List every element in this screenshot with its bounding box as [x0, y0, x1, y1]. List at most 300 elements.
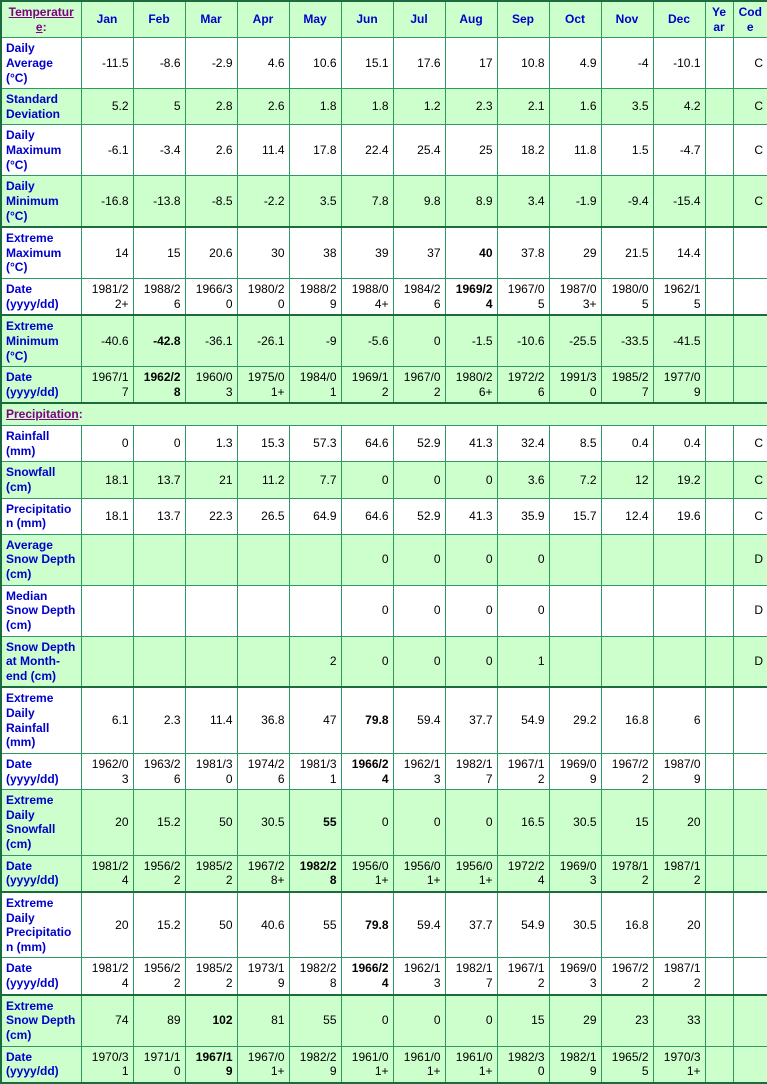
cell-daily-average-dec: -10.1 [653, 38, 705, 89]
table-row-standard-deviation [1, 89, 767, 125]
cell-daily-minimum-mar: -8.5 [185, 176, 237, 227]
table-row-daily-minimum [1, 176, 767, 227]
cell-extreme-minimum-mar: -36.1 [185, 315, 237, 366]
cell-median-snow-depth-sep: 0 [497, 585, 549, 636]
cell-extreme-minimum-year [705, 315, 733, 366]
cell-standard-deviation-apr: 2.6 [237, 89, 289, 125]
cell-daily-maximum-sep: 18.2 [497, 125, 549, 176]
cell-extreme-daily-rainfall-may: 47 [289, 687, 341, 753]
cell-extreme-daily-precipitation-oct: 30.5 [549, 892, 601, 958]
cell-extreme-snow-depth-feb: 89 [133, 995, 185, 1046]
column-header-year: Year [705, 1, 733, 38]
cell-date-extreme-maximum-jul: 1984/26 [393, 279, 445, 316]
cell-extreme-daily-snowfall-apr: 30.5 [237, 790, 289, 856]
row-label-extreme-daily-rainfall: Extreme Daily Rainfall (mm) [1, 687, 81, 753]
cell-extreme-daily-precipitation-aug: 37.7 [445, 892, 497, 958]
cell-date-extreme-snow-depth-jun: 1961/01+ [341, 1046, 393, 1083]
cell-extreme-minimum-jan: -40.6 [81, 315, 133, 366]
cell-extreme-minimum-oct: -25.5 [549, 315, 601, 366]
cell-precipitation-sep: 35.9 [497, 498, 549, 534]
cell-daily-minimum-apr: -2.2 [237, 176, 289, 227]
cell-extreme-daily-rainfall-code [733, 687, 767, 753]
column-header-code: Code [733, 1, 767, 38]
row-label-date-extreme-daily-snowfall: Date (yyyy/dd) [1, 855, 81, 892]
cell-extreme-maximum-oct: 29 [549, 227, 601, 278]
table-row-extreme-daily-rainfall [1, 687, 767, 753]
cell-standard-deviation-oct: 1.6 [549, 89, 601, 125]
cell-extreme-daily-snowfall-may: 55 [289, 790, 341, 856]
cell-snowfall-oct: 7.2 [549, 462, 601, 498]
cell-date-extreme-daily-rainfall-nov: 1967/22 [601, 753, 653, 789]
cell-date-extreme-daily-rainfall-apr: 1974/26 [237, 753, 289, 789]
cell-date-extreme-maximum-oct: 1987/03+ [549, 279, 601, 316]
cell-date-extreme-daily-snowfall-year [705, 855, 733, 892]
cell-snow-depth-month-end-code: D [733, 636, 767, 687]
cell-date-extreme-daily-snowfall-aug: 1956/01+ [445, 855, 497, 892]
row-label-date-extreme-minimum: Date (yyyy/dd) [1, 367, 81, 404]
cell-extreme-snow-depth-jul: 0 [393, 995, 445, 1046]
cell-daily-minimum-jan: -16.8 [81, 176, 133, 227]
table-row-snow-depth-month-end [1, 636, 767, 687]
cell-rainfall-jun: 64.6 [341, 426, 393, 462]
cell-average-snow-depth-oct [549, 534, 601, 585]
cell-date-extreme-daily-rainfall-oct: 1969/09 [549, 753, 601, 789]
cell-snow-depth-month-end-may: 2 [289, 636, 341, 687]
cell-average-snow-depth-mar [185, 534, 237, 585]
cell-extreme-daily-rainfall-oct: 29.2 [549, 687, 601, 753]
cell-daily-average-nov: -4 [601, 38, 653, 89]
cell-snowfall-may: 7.7 [289, 462, 341, 498]
cell-precipitation-jun: 64.6 [341, 498, 393, 534]
cell-median-snow-depth-apr [237, 585, 289, 636]
cell-snow-depth-month-end-jun: 0 [341, 636, 393, 687]
row-label-date-extreme-snow-depth: Date (yyyy/dd) [1, 1046, 81, 1083]
cell-extreme-minimum-aug: -1.5 [445, 315, 497, 366]
cell-rainfall-year [705, 426, 733, 462]
cell-rainfall-jul: 52.9 [393, 426, 445, 462]
cell-extreme-daily-snowfall-jan: 20 [81, 790, 133, 856]
header-row [1, 1, 767, 38]
cell-extreme-snow-depth-apr: 81 [237, 995, 289, 1046]
cell-snowfall-sep: 3.6 [497, 462, 549, 498]
cell-extreme-maximum-code [733, 227, 767, 278]
cell-date-extreme-snow-depth-year [705, 1046, 733, 1083]
cell-daily-average-aug: 17 [445, 38, 497, 89]
cell-snow-depth-month-end-mar [185, 636, 237, 687]
cell-daily-maximum-oct: 11.8 [549, 125, 601, 176]
row-label-rainfall: Rainfall (mm) [1, 426, 81, 462]
cell-date-extreme-daily-rainfall-jun: 1966/24 [341, 753, 393, 789]
cell-extreme-minimum-apr: -26.1 [237, 315, 289, 366]
cell-extreme-daily-rainfall-mar: 11.4 [185, 687, 237, 753]
cell-extreme-daily-snowfall-mar: 50 [185, 790, 237, 856]
cell-precipitation-oct: 15.7 [549, 498, 601, 534]
cell-extreme-maximum-mar: 20.6 [185, 227, 237, 278]
cell-date-extreme-minimum-dec: 1977/09 [653, 367, 705, 404]
cell-precipitation-nov: 12.4 [601, 498, 653, 534]
cell-date-extreme-daily-rainfall-mar: 1981/30 [185, 753, 237, 789]
cell-precipitation-feb: 13.7 [133, 498, 185, 534]
cell-extreme-daily-precipitation-mar: 50 [185, 892, 237, 958]
cell-snowfall-jun: 0 [341, 462, 393, 498]
cell-date-extreme-minimum-nov: 1985/27 [601, 367, 653, 404]
cell-date-extreme-daily-precipitation-jan: 1981/24 [81, 958, 133, 995]
cell-extreme-minimum-nov: -33.5 [601, 315, 653, 366]
row-label-standard-deviation: Standard Deviation [1, 89, 81, 125]
row-label-average-snow-depth: Average Snow Depth (cm) [1, 534, 81, 585]
cell-date-extreme-snow-depth-feb: 1971/10 [133, 1046, 185, 1083]
cell-extreme-maximum-dec: 14.4 [653, 227, 705, 278]
cell-daily-maximum-year [705, 125, 733, 176]
cell-extreme-daily-rainfall-aug: 37.7 [445, 687, 497, 753]
cell-average-snow-depth-feb [133, 534, 185, 585]
cell-snowfall-year [705, 462, 733, 498]
table-row-extreme-maximum [1, 227, 767, 278]
table-row-date-extreme-maximum [1, 279, 767, 316]
cell-average-snow-depth-sep: 0 [497, 534, 549, 585]
column-header-sep: Sep [497, 1, 549, 38]
cell-daily-minimum-may: 3.5 [289, 176, 341, 227]
column-header-aug: Aug [445, 1, 497, 38]
cell-median-snow-depth-aug: 0 [445, 585, 497, 636]
cell-daily-minimum-nov: -9.4 [601, 176, 653, 227]
column-header-apr: Apr [237, 1, 289, 38]
cell-date-extreme-daily-rainfall-jan: 1962/03 [81, 753, 133, 789]
cell-date-extreme-snow-depth-aug: 1961/01+ [445, 1046, 497, 1083]
cell-date-extreme-daily-rainfall-year [705, 753, 733, 789]
cell-date-extreme-daily-snowfall-jan: 1981/24 [81, 855, 133, 892]
cell-average-snow-depth-may [289, 534, 341, 585]
temperature-section-header-cell [1, 1, 81, 38]
cell-date-extreme-daily-snowfall-jun: 1956/01+ [341, 855, 393, 892]
cell-snow-depth-month-end-dec [653, 636, 705, 687]
column-header-jan: Jan [81, 1, 133, 38]
cell-extreme-daily-precipitation-apr: 40.6 [237, 892, 289, 958]
cell-date-extreme-daily-precipitation-sep: 1967/12 [497, 958, 549, 995]
cell-date-extreme-daily-rainfall-feb: 1963/26 [133, 753, 185, 789]
cell-date-extreme-maximum-may: 1988/29 [289, 279, 341, 316]
row-label-extreme-daily-precipitation: Extreme Daily Precipitation (mm) [1, 892, 81, 958]
cell-precipitation-year [705, 498, 733, 534]
cell-extreme-snow-depth-sep: 15 [497, 995, 549, 1046]
cell-daily-minimum-dec: -15.4 [653, 176, 705, 227]
cell-date-extreme-daily-snowfall-apr: 1967/28+ [237, 855, 289, 892]
cell-median-snow-depth-dec [653, 585, 705, 636]
cell-extreme-snow-depth-dec: 33 [653, 995, 705, 1046]
cell-daily-maximum-dec: -4.7 [653, 125, 705, 176]
cell-standard-deviation-dec: 4.2 [653, 89, 705, 125]
cell-extreme-snow-depth-oct: 29 [549, 995, 601, 1046]
cell-rainfall-mar: 1.3 [185, 426, 237, 462]
cell-snowfall-nov: 12 [601, 462, 653, 498]
cell-standard-deviation-code: C [733, 89, 767, 125]
cell-daily-maximum-feb: -3.4 [133, 125, 185, 176]
cell-date-extreme-daily-precipitation-mar: 1985/22 [185, 958, 237, 995]
cell-date-extreme-maximum-sep: 1967/05 [497, 279, 549, 316]
cell-extreme-daily-rainfall-sep: 54.9 [497, 687, 549, 753]
cell-extreme-maximum-may: 38 [289, 227, 341, 278]
cell-snow-depth-month-end-year [705, 636, 733, 687]
cell-standard-deviation-mar: 2.8 [185, 89, 237, 125]
cell-date-extreme-daily-rainfall-jul: 1962/13 [393, 753, 445, 789]
precipitation-section-label: Precipitation [6, 407, 79, 422]
cell-date-extreme-minimum-jan: 1967/17 [81, 367, 133, 404]
table-row-rainfall [1, 426, 767, 462]
cell-precipitation-mar: 22.3 [185, 498, 237, 534]
cell-date-extreme-daily-precipitation-nov: 1967/22 [601, 958, 653, 995]
cell-snowfall-jul: 0 [393, 462, 445, 498]
table-row-extreme-daily-snowfall [1, 790, 767, 856]
cell-daily-maximum-jan: -6.1 [81, 125, 133, 176]
cell-median-snow-depth-code: D [733, 585, 767, 636]
row-label-daily-average: Daily Average (°C) [1, 38, 81, 89]
cell-extreme-daily-precipitation-jan: 20 [81, 892, 133, 958]
cell-daily-average-jan: -11.5 [81, 38, 133, 89]
cell-date-extreme-snow-depth-code [733, 1046, 767, 1083]
table-row-precipitation [1, 498, 767, 534]
temperature-section-link[interactable]: Temperature: [8, 5, 74, 34]
column-header-nov: Nov [601, 1, 653, 38]
cell-precipitation-jan: 18.1 [81, 498, 133, 534]
cell-date-extreme-minimum-code [733, 367, 767, 404]
cell-date-extreme-minimum-mar: 1960/03 [185, 367, 237, 404]
cell-date-extreme-daily-precipitation-dec: 1987/12 [653, 958, 705, 995]
column-header-oct: Oct [549, 1, 601, 38]
cell-daily-maximum-nov: 1.5 [601, 125, 653, 176]
cell-extreme-daily-precipitation-feb: 15.2 [133, 892, 185, 958]
cell-standard-deviation-sep: 2.1 [497, 89, 549, 125]
cell-date-extreme-maximum-year [705, 279, 733, 316]
cell-daily-minimum-oct: -1.9 [549, 176, 601, 227]
cell-extreme-daily-snowfall-code [733, 790, 767, 856]
cell-standard-deviation-jan: 5.2 [81, 89, 133, 125]
column-header-jul: Jul [393, 1, 445, 38]
cell-rainfall-may: 57.3 [289, 426, 341, 462]
cell-date-extreme-snow-depth-may: 1982/29 [289, 1046, 341, 1083]
cell-date-extreme-daily-precipitation-apr: 1973/19 [237, 958, 289, 995]
table-row-extreme-snow-depth [1, 995, 767, 1046]
cell-extreme-daily-snowfall-oct: 30.5 [549, 790, 601, 856]
cell-date-extreme-daily-precipitation-aug: 1982/17 [445, 958, 497, 995]
cell-precipitation-jul: 52.9 [393, 498, 445, 534]
cell-extreme-maximum-feb: 15 [133, 227, 185, 278]
cell-extreme-daily-rainfall-jan: 6.1 [81, 687, 133, 753]
cell-extreme-snow-depth-jan: 74 [81, 995, 133, 1046]
cell-median-snow-depth-nov [601, 585, 653, 636]
cell-date-extreme-snow-depth-nov: 1965/25 [601, 1046, 653, 1083]
table-row-date-extreme-daily-rainfall [1, 753, 767, 789]
cell-date-extreme-daily-snowfall-code [733, 855, 767, 892]
cell-date-extreme-maximum-dec: 1962/15 [653, 279, 705, 316]
column-header-dec: Dec [653, 1, 705, 38]
cell-date-extreme-maximum-mar: 1966/30 [185, 279, 237, 316]
cell-extreme-snow-depth-may: 55 [289, 995, 341, 1046]
cell-date-extreme-maximum-aug: 1969/24 [445, 279, 497, 316]
cell-extreme-daily-rainfall-dec: 6 [653, 687, 705, 753]
cell-average-snow-depth-jan [81, 534, 133, 585]
cell-rainfall-dec: 0.4 [653, 426, 705, 462]
cell-daily-average-apr: 4.6 [237, 38, 289, 89]
cell-extreme-snow-depth-aug: 0 [445, 995, 497, 1046]
cell-date-extreme-daily-snowfall-oct: 1969/03 [549, 855, 601, 892]
cell-extreme-maximum-nov: 21.5 [601, 227, 653, 278]
cell-extreme-minimum-may: -9 [289, 315, 341, 366]
column-header-mar: Mar [185, 1, 237, 38]
cell-date-extreme-daily-precipitation-feb: 1956/22 [133, 958, 185, 995]
cell-snowfall-dec: 19.2 [653, 462, 705, 498]
cell-date-extreme-maximum-nov: 1980/05 [601, 279, 653, 316]
cell-daily-minimum-code: C [733, 176, 767, 227]
cell-date-extreme-snow-depth-jul: 1961/01+ [393, 1046, 445, 1083]
table-row-date-extreme-minimum [1, 367, 767, 404]
cell-extreme-minimum-sep: -10.6 [497, 315, 549, 366]
table-row-date-extreme-daily-snowfall [1, 855, 767, 892]
cell-extreme-snow-depth-nov: 23 [601, 995, 653, 1046]
cell-average-snow-depth-aug: 0 [445, 534, 497, 585]
cell-daily-average-sep: 10.8 [497, 38, 549, 89]
cell-date-extreme-snow-depth-mar: 1967/19 [185, 1046, 237, 1083]
cell-extreme-daily-snowfall-nov: 15 [601, 790, 653, 856]
row-label-extreme-minimum: Extreme Minimum (°C) [1, 315, 81, 366]
cell-extreme-daily-precipitation-dec: 20 [653, 892, 705, 958]
cell-date-extreme-maximum-jan: 1981/22+ [81, 279, 133, 316]
cell-extreme-minimum-dec: -41.5 [653, 315, 705, 366]
cell-extreme-daily-rainfall-apr: 36.8 [237, 687, 289, 753]
cell-date-extreme-snow-depth-apr: 1967/01+ [237, 1046, 289, 1083]
cell-daily-average-year [705, 38, 733, 89]
cell-extreme-daily-snowfall-jul: 0 [393, 790, 445, 856]
cell-daily-minimum-jul: 9.8 [393, 176, 445, 227]
table-row-daily-maximum [1, 125, 767, 176]
cell-extreme-snow-depth-jun: 0 [341, 995, 393, 1046]
table-row-date-extreme-daily-precipitation [1, 958, 767, 995]
cell-daily-average-feb: -8.6 [133, 38, 185, 89]
cell-median-snow-depth-feb [133, 585, 185, 636]
cell-extreme-daily-snowfall-jun: 0 [341, 790, 393, 856]
cell-extreme-daily-precipitation-year [705, 892, 733, 958]
cell-extreme-daily-snowfall-sep: 16.5 [497, 790, 549, 856]
cell-date-extreme-maximum-jun: 1988/04+ [341, 279, 393, 316]
cell-daily-minimum-sep: 3.4 [497, 176, 549, 227]
cell-date-extreme-daily-rainfall-aug: 1982/17 [445, 753, 497, 789]
cell-snow-depth-month-end-jan [81, 636, 133, 687]
cell-extreme-maximum-year [705, 227, 733, 278]
cell-rainfall-oct: 8.5 [549, 426, 601, 462]
cell-daily-average-oct: 4.9 [549, 38, 601, 89]
cell-daily-average-may: 10.6 [289, 38, 341, 89]
cell-date-extreme-daily-snowfall-nov: 1978/12 [601, 855, 653, 892]
cell-precipitation-dec: 19.6 [653, 498, 705, 534]
cell-average-snow-depth-dec [653, 534, 705, 585]
cell-date-extreme-minimum-year [705, 367, 733, 404]
cell-median-snow-depth-jun: 0 [341, 585, 393, 636]
cell-extreme-maximum-jun: 39 [341, 227, 393, 278]
cell-daily-maximum-aug: 25 [445, 125, 497, 176]
cell-snowfall-feb: 13.7 [133, 462, 185, 498]
cell-rainfall-code: C [733, 426, 767, 462]
cell-date-extreme-minimum-aug: 1980/26+ [445, 367, 497, 404]
cell-rainfall-sep: 32.4 [497, 426, 549, 462]
cell-daily-maximum-code: C [733, 125, 767, 176]
cell-snow-depth-month-end-aug: 0 [445, 636, 497, 687]
table-row-extreme-minimum [1, 315, 767, 366]
cell-extreme-minimum-feb: -42.8 [133, 315, 185, 366]
cell-date-extreme-daily-precipitation-jun: 1966/24 [341, 958, 393, 995]
cell-date-extreme-daily-snowfall-may: 1982/28 [289, 855, 341, 892]
temperature-section-label: Temperature [8, 5, 74, 34]
cell-precipitation-aug: 41.3 [445, 498, 497, 534]
table-row-date-extreme-snow-depth [1, 1046, 767, 1083]
cell-snow-depth-month-end-sep: 1 [497, 636, 549, 687]
cell-extreme-daily-rainfall-feb: 2.3 [133, 687, 185, 753]
cell-extreme-daily-precipitation-code [733, 892, 767, 958]
cell-date-extreme-minimum-apr: 1975/01+ [237, 367, 289, 404]
cell-daily-minimum-aug: 8.9 [445, 176, 497, 227]
cell-extreme-daily-rainfall-year [705, 687, 733, 753]
cell-date-extreme-minimum-feb: 1962/28 [133, 367, 185, 404]
cell-extreme-snow-depth-year [705, 995, 733, 1046]
cell-date-extreme-daily-rainfall-may: 1981/31 [289, 753, 341, 789]
cell-date-extreme-daily-rainfall-dec: 1987/09 [653, 753, 705, 789]
cell-average-snow-depth-year [705, 534, 733, 585]
cell-median-snow-depth-mar [185, 585, 237, 636]
cell-snowfall-apr: 11.2 [237, 462, 289, 498]
cell-date-extreme-daily-precipitation-code [733, 958, 767, 995]
cell-standard-deviation-jun: 1.8 [341, 89, 393, 125]
cell-extreme-minimum-code [733, 315, 767, 366]
cell-standard-deviation-aug: 2.3 [445, 89, 497, 125]
cell-daily-maximum-apr: 11.4 [237, 125, 289, 176]
cell-average-snow-depth-apr [237, 534, 289, 585]
cell-daily-average-jul: 17.6 [393, 38, 445, 89]
cell-date-extreme-minimum-sep: 1972/26 [497, 367, 549, 404]
precipitation-section-link[interactable]: Precipitation: [6, 407, 83, 422]
cell-snowfall-aug: 0 [445, 462, 497, 498]
cell-date-extreme-minimum-oct: 1991/30 [549, 367, 601, 404]
table-row-average-snow-depth [1, 534, 767, 585]
cell-daily-maximum-jun: 22.4 [341, 125, 393, 176]
row-label-snow-depth-month-end: Snow Depth at Month-end (cm) [1, 636, 81, 687]
cell-precipitation-code: C [733, 498, 767, 534]
cell-daily-average-jun: 15.1 [341, 38, 393, 89]
cell-snow-depth-month-end-oct [549, 636, 601, 687]
cell-date-extreme-daily-precipitation-jul: 1962/13 [393, 958, 445, 995]
cell-date-extreme-daily-snowfall-mar: 1985/22 [185, 855, 237, 892]
cell-average-snow-depth-code: D [733, 534, 767, 585]
table-row-daily-average [1, 38, 767, 89]
cell-extreme-snow-depth-mar: 102 [185, 995, 237, 1046]
row-label-extreme-maximum: Extreme Maximum (°C) [1, 227, 81, 278]
cell-extreme-daily-rainfall-jun: 79.8 [341, 687, 393, 753]
cell-date-extreme-daily-snowfall-feb: 1956/22 [133, 855, 185, 892]
climate-table-body [1, 1, 767, 1083]
cell-date-extreme-daily-precipitation-may: 1982/28 [289, 958, 341, 995]
cell-extreme-daily-snowfall-dec: 20 [653, 790, 705, 856]
cell-extreme-daily-rainfall-jul: 59.4 [393, 687, 445, 753]
cell-date-extreme-snow-depth-jan: 1970/31 [81, 1046, 133, 1083]
cell-extreme-daily-precipitation-nov: 16.8 [601, 892, 653, 958]
row-label-precipitation: Precipitation (mm) [1, 498, 81, 534]
row-label-snowfall: Snowfall (cm) [1, 462, 81, 498]
row-label-median-snow-depth: Median Snow Depth (cm) [1, 585, 81, 636]
cell-daily-minimum-jun: 7.8 [341, 176, 393, 227]
column-header-jun: Jun [341, 1, 393, 38]
cell-daily-minimum-feb: -13.8 [133, 176, 185, 227]
cell-precipitation-apr: 26.5 [237, 498, 289, 534]
cell-average-snow-depth-jul: 0 [393, 534, 445, 585]
cell-rainfall-jan: 0 [81, 426, 133, 462]
cell-average-snow-depth-nov [601, 534, 653, 585]
